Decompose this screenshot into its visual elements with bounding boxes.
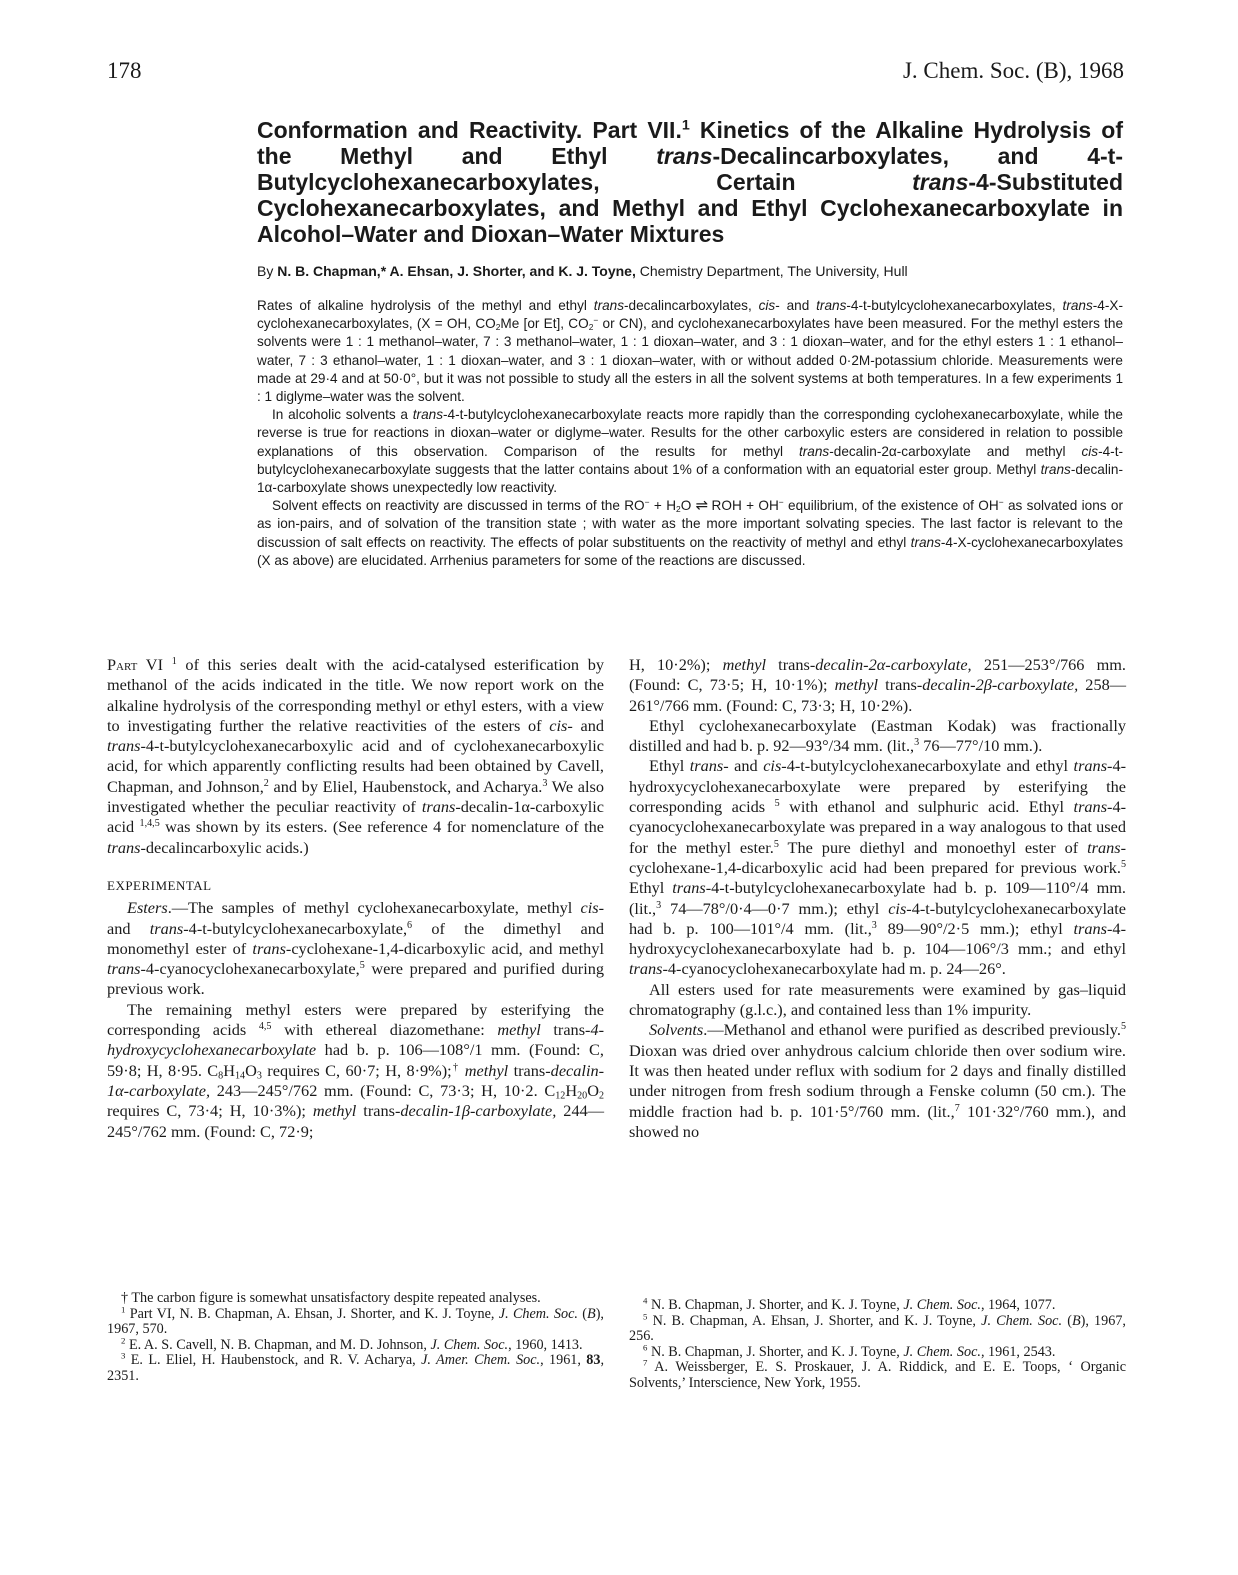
equilibrium-arrow: ⇌ <box>695 497 708 515</box>
left-column <box>107 655 604 1142</box>
title-ref: 1 <box>681 117 690 134</box>
all-esters-paragraph: All esters used for rate measurements were examined by gas–liquid chromatography (g.l.c.), and contained less than 1% impurity. <box>629 979 1126 1020</box>
intro-paragraph: Part VI $^1$ of this series dealt with the acid-catalysed esterification by methanol of the acids indicated in the title. We now report work on the alkaline hydrolysis of the corresponding methyl or ethyl esters, with a view to investigating further the relative reactivities of the esters of cis- and trans-4-t-butylcyclohexanecarboxylic acid and of cyclohexanecarboxylic acid, for which apparently conflicting results had been obtained by Cavell, Chapman, and Johnson,$^2$ and by Eliel, Haubenstock, and Acharya.$^3$ We also investigated whether the peculiar reactivity of trans-decalin-1α-carboxylic acid $^{1,4,5}$ was shown by its esters. (See reference 4 for nomenclature of the trans-decalincarboxylic acids.) <box>107 655 605 857</box>
abstract-paragraph-2: In alcoholic solvents a trans-4-t-butylcyclohexanecarboxylate reacts more rapidly than the corresponding cyclohexanecarboxylate, while the reverse is true for reactions in dioxan–water or diglyme–water. Results for the other carboxylic esters are considered in relation to possible explanations of this observation. Comparison of the results for methyl trans-decalin-2α-carboxylate and methyl cis-4-t-butylcyclohexanecarboxylate suggests that the latter contains about 1% of a conformation with an equatorial ester group. Methyl trans-decalin-1α-carboxylate shows unexpectedly low reactivity. <box>257 407 1123 496</box>
authors: N. B. Chapman,* A. Ehsan, J. Shorter, and K. J. Toyne, <box>277 263 636 279</box>
section-heading-experimental: EXPERIMENTAL <box>107 877 212 893</box>
footnote-1: $^1$ Part VI, N. B. Chapman, A. Ehsan, J. Shorter, and K. J. Toyne, J. Chem. Soc. (B), 1967, 570. <box>107 1304 604 1338</box>
abstract <box>257 297 1123 570</box>
byline: By N. B. Chapman,* A. Ehsan, J. Shorter, and K. J. Toyne, Chemistry Department, The University, Hull <box>257 263 908 279</box>
article-title: Conformation and Reactivity. Part VII.$^1$ Kinetics of the Alkaline Hydrolysis of the Methyl and Ethyl trans-Decalincarboxylates, and 4-t-Butylcyclohexanecarboxylates, Certain trans-4-Substituted Cyclohexanecarboxylates, and Methyl and Ethyl Cyclohexanecarboxylate in Alcohol–Water and Dioxan–Water Mixtures <box>257 117 1124 247</box>
solvents-paragraph: Solvents.—Methanol and ethanol were purified as described previously.$^5$ Dioxan was dried over anhydrous calcium chloride then over sodium wire. It was then heated under reflux with sodium for 2 days and finally distilled under nitrogen from fresh sodium through a Fenske column (50 cm.). The middle fraction had b. p. 101·5°/760 mm. (lit.,$^7$ 101·32°/760 mm.), and showed no <box>629 1020 1126 1141</box>
affiliation: Chemistry Department, The University, Hull <box>635 263 908 279</box>
continued-paragraph: H, 10·2%); methyl trans-decalin-2α-carboxylate, 251—253°/766 mm. (Found: C, 73·5; H, 10·1%); methyl trans-decalin-2β-carboxylate, 258—261°/766 mm. (Found: C, 73·3; H, 10·2%). <box>629 655 1127 715</box>
footnotes-right <box>629 1295 1126 1392</box>
page-number: 178 <box>107 58 142 83</box>
esters-paragraph-1: Esters.—The samples of methyl cyclohexanecarboxylate, methyl cis- and trans-4-t-butylcyclohexanecarboxylate,$^6$ of the dimethyl and monomethyl ester of trans-cyclohexane-1,4-dicarboxylic acid, and methyl trans-4-cyanocyclohexanecarboxylate,$^5$ were prepared and purified during previous work. <box>107 898 605 999</box>
footnote-7: $^7$ A. Weissberger, E. S. Proskauer, J. A. Riddick, and E. E. Toops, ‘ Organic Solvents,’ Interscience, New York, 1955. <box>629 1358 1126 1391</box>
esters-paragraph-2: The remaining methyl esters were prepared by esterifying the corresponding acids $^{4,5}$ with ethereal diazomethane: methyl trans-4-hydroxycyclohexanecarboxylate had b. p. 106—108°/1 mm. (Found: C, 59·8; H, 8·95. $C_8H_{14}O_3$ requires C, 60·7; H, 8·9%);† methyl trans-decalin-1α-carboxylate, 243—245°/762 mm. (Found: C, 73·3; H, 10·2. $C_{12}H_{20}O_2$ requires C, 73·4; H, 10·3%); methyl trans-decalin-1β-carboxylate, 244—245°/762 mm. (Found: C, 72·9; <box>107 999 605 1141</box>
footnote-4: $^4$ N. B. Chapman, J. Shorter, and K. J. Toyne, J. Chem. Soc., 1964, 1077. <box>643 1295 1056 1313</box>
ethyl-paragraph-1: Ethyl cyclohexanecarboxylate (Eastman Kodak) was fractionally distilled and had b. p. 92—93°/34 mm. (lit.,$^3$ 76—77°/10 mm.). <box>629 715 1126 756</box>
footnote-3: $^3$ E. L. Eliel, H. Haubenstock, and R. V. Acharya, J. Amer. Chem. Soc., 1961, 83, 2351. <box>107 1351 605 1384</box>
abstract-paragraph-1: Rates of alkaline hydrolysis of the methyl and ethyl trans-decalincarboxylates, cis- and trans-4-t-butylcyclohexanecarboxylates, trans-4-X-cyclohexanecarboxylates, (X = OH, $CO_2Me$ [or Et], $CO_2^-$ or CN), and cyclohexanecarboxylates have been measured. For the methyl esters the solvents were 1 : 1 methanol–water, 7 : 3 methanol–water, 1 : 1 dioxan–water, and 3 : 1 dioxan–water, and for the ethyl esters 1 : 1 ethanol–water, 7 : 3 ethanol–water, 1 : 1 dioxan–water, and 3 : 1 dioxan–water, with or without added 0·2M-potassium chloride. Measurements were made at 29·4 and at 50·0°, but it was not possible to study all the esters in all the solvent systems at both temperatures. In a few experiments 1 : 1 diglyme–water was the solvent. <box>257 298 1124 405</box>
footnote-5: $^5$ N. B. Chapman, A. Ehsan, J. Shorter, and K. J. Toyne, J. Chem. Soc. (B), 1967, 256. <box>629 1311 1126 1345</box>
footnote-6: $^6$ N. B. Chapman, J. Shorter, and K. J. Toyne, J. Chem. Soc., 1961, 2543. <box>643 1342 1056 1360</box>
abstract-paragraph-3: Solvent effects on reactivity are discussed in terms of the $RO^- + H_2O$ ⇌ ROH + OH− equilibrium, of the existence of OH− as solvated ions or as ion-pairs, and of solvation of the transition state ; with water as the more important solvating species. The last factor is relevant to the discussion of salt effects on reactivity. The effects of polar substituents on the reactivity of methyl and ethyl trans-4-X-cyclohexanecarboxylates (X as above) are elucidated. Arrhenius parameters for some of the reactions are discussed. <box>257 497 1124 568</box>
footnote-2: $^2$ E. A. S. Cavell, N. B. Chapman, and M. D. Johnson, J. Chem. Soc., 1960, 1413. <box>121 1335 583 1353</box>
journal-header: J. Chem. Soc. (B), 1968 <box>902 58 1124 83</box>
footnote-dagger: † The carbon figure is somewhat unsatisfactory despite repeated analyses. <box>121 1290 541 1306</box>
footnotes-left <box>107 1291 604 1385</box>
right-column <box>629 655 1126 1142</box>
ethyl-paragraph-2: Ethyl trans- and cis-4-t-butylcyclohexanecarboxylate and ethyl trans-4-hydroxycyclohexanecarboxylate were prepared by esterifying the corresponding acids $^5$ with ethanol and sulphuric acid. Ethyl trans-4-cyanocyclohexanecarboxylate was prepared in a way analogous to that used for the methyl ester.$^5$ The pure diethyl and monoethyl ester of trans-cyclohexane-1,4-dicarboxylic acid had been prepared for previous work.$^5$ Ethyl trans-4-t-butylcyclohexanecarboxylate had b. p. 109—110°/4 mm. (lit.,$^3$ 74—78°/0·4—0·7 mm.); ethyl cis-4-t-butylcyclohexanecarboxylate had b. p. 100—101°/4 mm. (lit.,$^3$ 89—90°/2·5 mm.); ethyl trans-4-hydroxycyclohexanecarboxylate had b. p. 104—106°/3 mm.; and ethyl trans-4-cyanocyclohexanecarboxylate had m. p. 24—26°. <box>629 756 1127 979</box>
